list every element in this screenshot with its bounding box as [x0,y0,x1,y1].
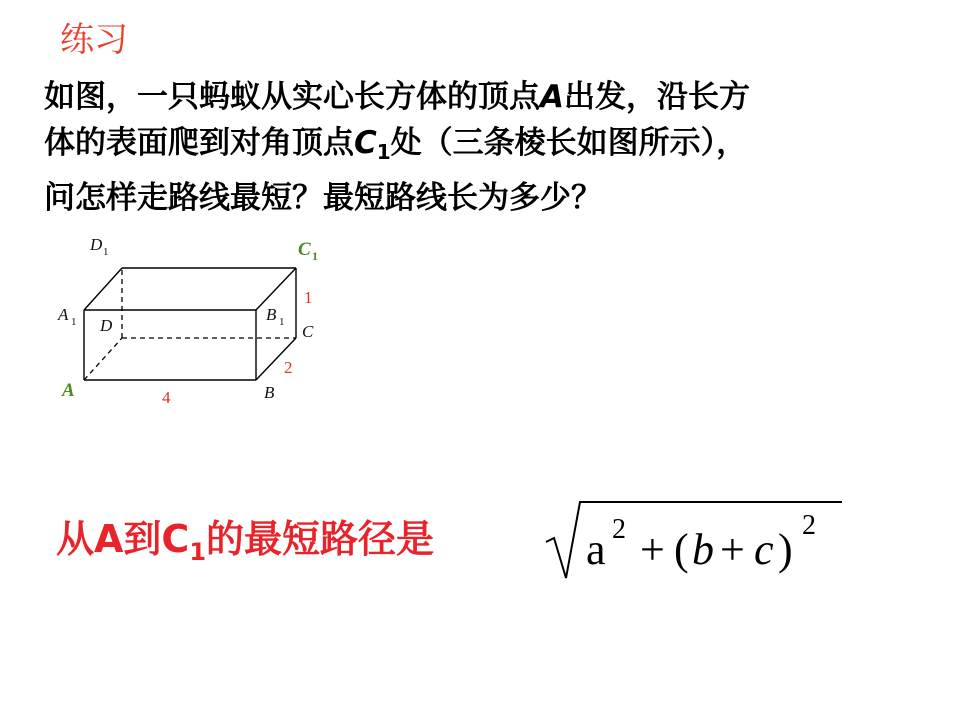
length-width: 4 [162,388,171,407]
formula-lparen: ( [674,525,689,574]
problem-line1-a: 如图，一只蚂蚁从实心长方体的顶点 [44,79,540,115]
label-c1-sub: 1 [312,249,318,263]
problem-line3: 问怎样走路线最短？最短路线长为多少？ [44,180,602,216]
point-c1-subscript: 1 [376,140,391,164]
exercise-heading: 练习 [60,20,128,60]
problem-line2-a: 体的表面爬到对角顶点 [44,125,354,161]
length-height: 1 [304,288,313,307]
formula-plus1: + [640,525,665,574]
answer-text-a: 从A到C [56,517,190,561]
answer-subscript: 1 [189,538,207,566]
label-b: B [264,383,275,402]
length-depth: 2 [284,358,293,377]
edge-a1-d1 [84,268,122,310]
problem-line2-b: 处（三条棱长如图所示）， [390,125,748,161]
label-a: A [62,380,75,401]
point-c1-label: C [354,125,377,161]
label-b1-sub: 1 [279,316,285,328]
formula-c: c [754,525,774,574]
formula-a: a [586,525,606,574]
hidden-edge-a-d [84,338,122,380]
formula-plus2: + [720,525,745,574]
label-d1: D [90,235,103,254]
label-d: D [100,316,113,335]
problem-line1-b: 出发，沿长方 [564,79,750,115]
formula-svg [540,494,850,584]
formula-rparen: ) [778,525,793,574]
label-c: C [302,322,314,341]
label-a1-sub: 1 [71,316,77,328]
answer-text [56,508,434,566]
shortest-path-formula [540,494,850,584]
formula-b: b [692,525,714,574]
formula-exp1: 2 [612,514,626,545]
label-b1: B [266,305,277,324]
cuboid-svg [50,228,350,418]
answer-text-b: 的最短路径是 [206,517,435,561]
point-a-label: A [540,79,564,115]
edge-b1-c1 [256,268,296,310]
label-c1: C [298,239,311,260]
formula-exp2: 2 [802,510,816,541]
label-d1-sub: 1 [103,246,109,258]
label-a1: A [58,305,69,324]
cuboid-figure [50,228,350,418]
problem-text [44,74,924,221]
